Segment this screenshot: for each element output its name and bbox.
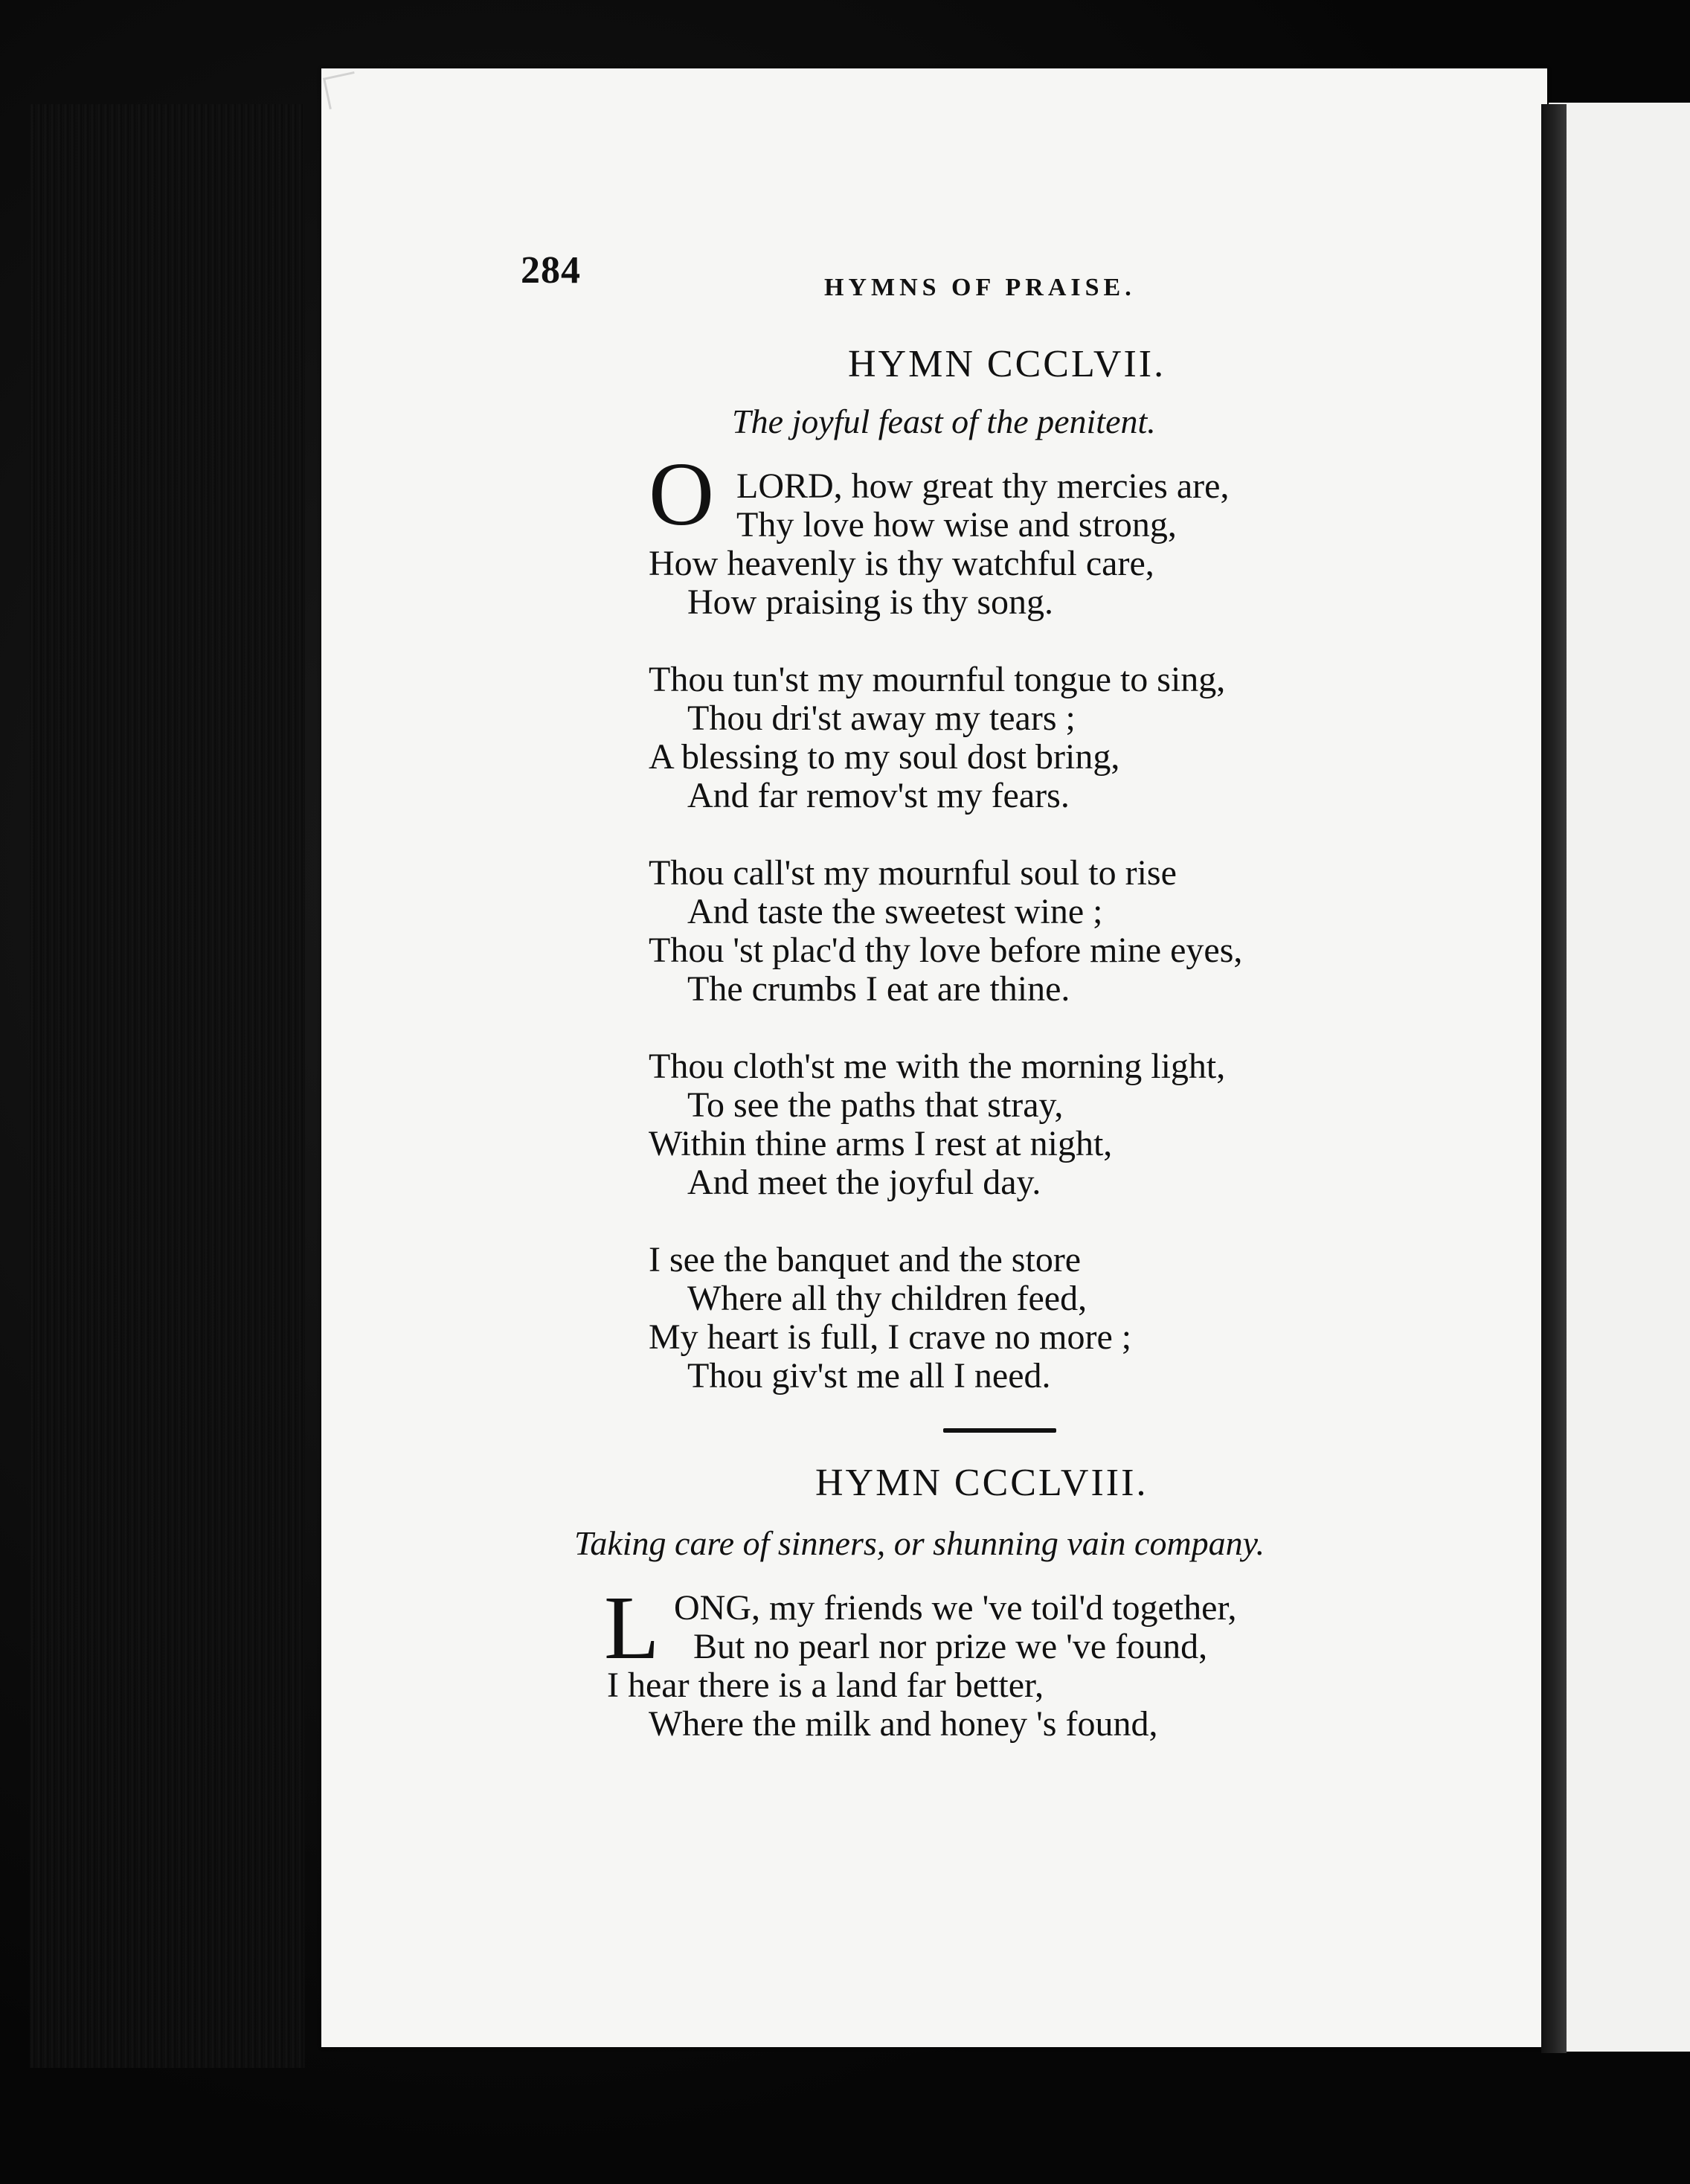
book-spine — [30, 104, 305, 2068]
facing-page-edge — [1549, 103, 1690, 2052]
verse-line: I see the banquet and the store — [649, 1240, 1082, 1279]
page-number: 284 — [521, 249, 581, 292]
verse-line: And far remov'st my fears. — [687, 776, 1070, 815]
verse-line: My heart is full, I crave no more ; — [649, 1317, 1132, 1357]
verse-line: Thou 'st plac'd thy love before mine eyes, — [649, 931, 1243, 970]
verse-line: Within thine arms I rest at night, — [649, 1124, 1113, 1163]
verse-line: And meet the joyful day. — [687, 1163, 1041, 1202]
verse-line: How praising is thy song. — [687, 582, 1053, 622]
verse-line: I hear there is a land far better, — [607, 1666, 1044, 1705]
verse-line: Thou cloth'st me with the morning light, — [649, 1047, 1226, 1086]
verse-line: Thy love how wise and strong, — [736, 505, 1177, 545]
hymn-title: HYMN CCCLVIII. — [815, 1462, 1148, 1504]
verse-line: A blessing to my soul dost bring, — [649, 737, 1120, 777]
verse-line: Thou giv'st me all I need. — [687, 1356, 1051, 1395]
hymn-subtitle: The joyful feast of the penitent. — [732, 402, 1156, 440]
verse-line: Thou call'st my mournful soul to rise — [649, 853, 1177, 893]
page-gutter — [1541, 104, 1567, 2053]
verse-line: Thou tun'st my mournful tongue to sing, — [649, 660, 1226, 699]
hymn-title: HYMN CCCLVII. — [848, 343, 1166, 385]
verse-line: Thou dri'st away my tears ; — [687, 698, 1076, 738]
verse-line: The crumbs I eat are thine. — [687, 969, 1070, 1009]
verse-line: How heavenly is thy watchful care, — [649, 544, 1154, 583]
divider-rule — [943, 1428, 1056, 1433]
verse-line: ONG, my friends we 've toil'd together, — [674, 1588, 1237, 1628]
page-corner-fold — [323, 71, 361, 109]
verse-line: And taste the sweetest wine ; — [687, 892, 1103, 931]
verse-line: Where the milk and honey 's found, — [649, 1704, 1158, 1744]
verse-line: Where all thy children feed, — [687, 1279, 1087, 1318]
verse-line: But no pearl nor prize we 've found, — [693, 1627, 1208, 1666]
drop-cap: L — [604, 1578, 660, 1678]
verse-line: LORD, how great thy mercies are, — [736, 466, 1230, 506]
drop-cap: O — [649, 444, 715, 545]
verse-line: To see the paths that stray, — [687, 1085, 1064, 1125]
running-head: HYMNS OF PRAISE. — [824, 274, 1136, 301]
hymn-subtitle: Taking care of sinners, or shunning vain company. — [574, 1524, 1265, 1562]
